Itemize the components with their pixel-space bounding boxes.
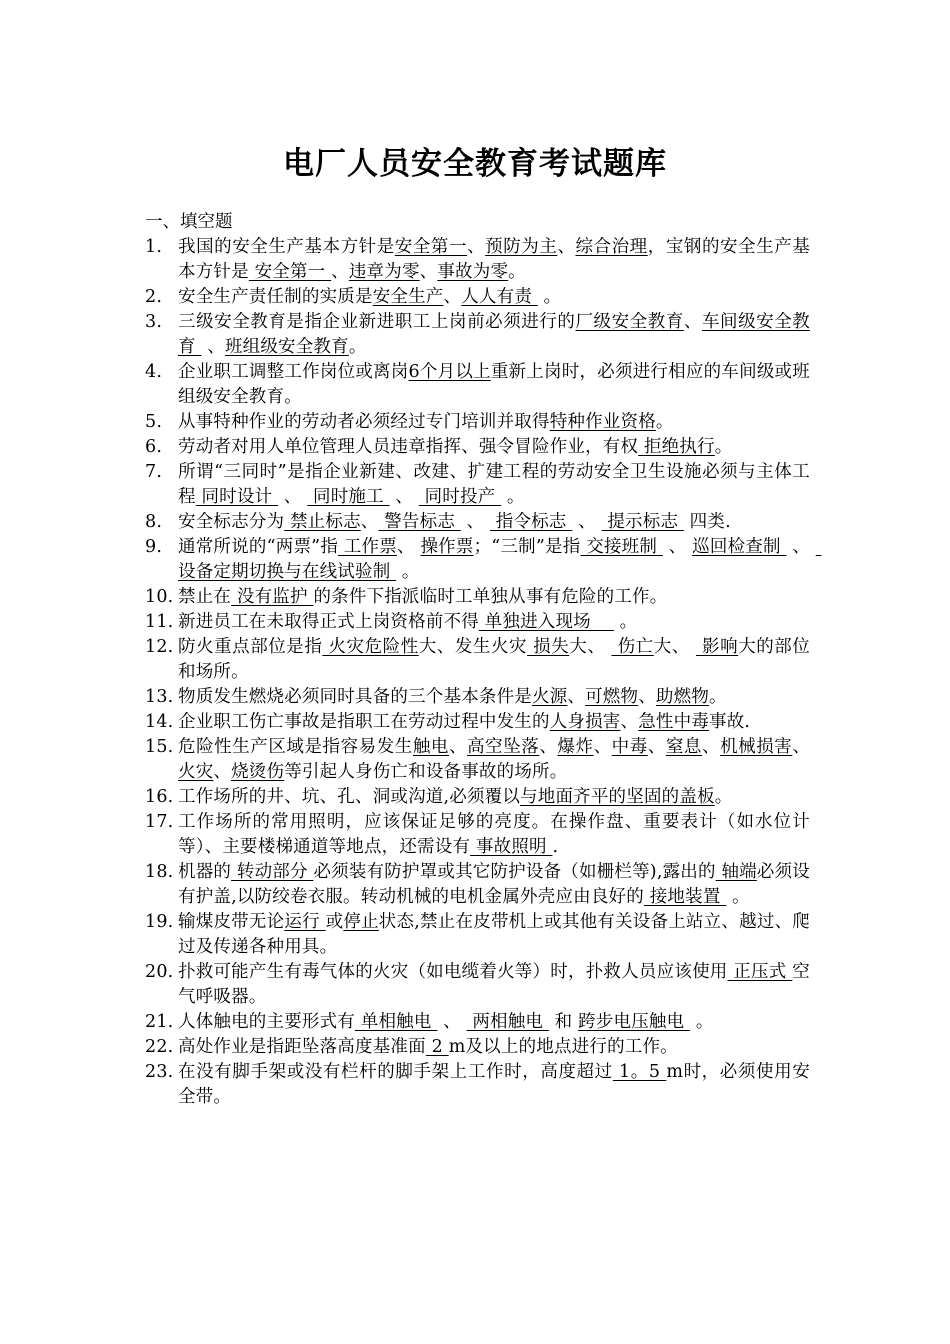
question-list — [145, 235, 822, 1110]
question-text: 安全标志分为 — [178, 512, 285, 532]
question-text: 三级安全教育是指企业新进职工上岗前必须进行的 — [178, 312, 576, 332]
question-text: 大、 — [653, 637, 696, 657]
question-item — [145, 810, 810, 860]
question-text: 或 — [325, 912, 344, 932]
question-item — [145, 610, 810, 635]
question-text: 。 — [348, 337, 367, 357]
question-text: 防火重点部位是指 — [178, 637, 323, 657]
document-title: 电厂人员安全教育考试题库 — [283, 146, 667, 182]
question-text: 、 — [638, 687, 656, 707]
question-text: 、 — [331, 262, 349, 282]
question-number: 23. — [145, 1062, 174, 1082]
answer-blank: 两相触电 — [466, 1012, 549, 1032]
question-text: 物质发生燃烧必须同时具备的三个基本条件是 — [178, 687, 532, 707]
question-number: 7. — [145, 462, 163, 482]
question-number: 22. — [145, 1037, 174, 1057]
question-number: 5. — [145, 412, 163, 432]
question-text: 状态,禁止在皮带机上或其他有关设备上站立、越过、爬过及传递各种用具。 — [178, 912, 810, 957]
question-text: 事故. — [709, 712, 751, 732]
question-text: 、 — [437, 1012, 467, 1032]
answer-blank: 可燃物 — [585, 687, 639, 707]
question-item — [145, 735, 810, 785]
answer-blank: 安全第一 — [248, 262, 332, 282]
answer-blank: 班组级安全教育 — [224, 337, 349, 357]
question-item — [145, 685, 810, 710]
answer-blank: 人身损害 — [549, 712, 621, 732]
question-item — [145, 585, 810, 610]
question-text: 、 — [396, 537, 421, 557]
answer-blank: 影响 — [695, 637, 739, 657]
question-number: 8. — [145, 512, 163, 532]
question-text: 大的部位和场所。 — [178, 637, 810, 682]
question-text: 、 — [567, 687, 586, 707]
answer-blank: 工作票 — [338, 537, 397, 557]
question-text: 。 — [690, 1012, 714, 1032]
answer-blank: 同时施工 — [307, 487, 390, 507]
question-text: 禁止在 — [178, 587, 232, 607]
question-text: 、 — [683, 312, 702, 332]
question-item — [145, 1035, 810, 1060]
answer-blank: 急性中毒 — [638, 712, 710, 732]
answer-blank: 1。5 — [612, 1062, 667, 1082]
answer-blank: 转动部分 — [231, 862, 314, 882]
answer-blank: 禁止标志 — [284, 512, 361, 532]
question-number: 11. — [145, 612, 174, 632]
question-number: 6. — [145, 437, 163, 457]
answer-blank: 2 — [425, 1037, 449, 1057]
question-number: 20. — [145, 962, 174, 982]
question-item — [145, 635, 810, 685]
question-text: 必须设有护盖,以防绞卷衣服。转动机械的电机金属外壳应由良好的 — [178, 862, 810, 907]
question-text: 安全生产责任制的实质是 — [178, 287, 373, 307]
question-text: 。 — [709, 687, 727, 707]
question-number: 10. — [145, 587, 174, 607]
question-text: 空气呼吸器。 — [178, 962, 810, 1007]
question-text: 工作场所的常用照明，应该保证足够的亮度。在操作盘、重要表计（如水位计等）、主要楼梯通道等地点，还需设有 — [178, 812, 810, 857]
question-number: 13. — [145, 687, 174, 707]
question-item — [145, 285, 810, 310]
answer-blank: 6个月以上 — [408, 362, 491, 382]
question-number: 12. — [145, 637, 174, 657]
section-heading: 一、填空题 — [145, 212, 233, 232]
question-number: 4. — [145, 362, 163, 382]
answer-blank: 同时投产 — [418, 487, 502, 507]
question-text: 。 — [714, 437, 733, 457]
answer-blank: 火灾危险性 — [322, 637, 419, 657]
answer-blank: 厂级安全教育 — [575, 312, 684, 332]
question-text: 、 — [360, 512, 379, 532]
question-item — [145, 1060, 810, 1110]
question-item — [145, 860, 810, 910]
answer-blank: 巡回检查制 — [692, 537, 787, 557]
answer-blank: 助燃物 — [655, 687, 710, 707]
answer-blank: 损失 — [527, 637, 570, 657]
question-text: m时，必须使用安全带。 — [178, 1062, 810, 1107]
question-number: 1. — [145, 237, 163, 257]
question-text: 我国的安全生产基本方针是 — [178, 237, 395, 257]
answer-blank: 交接班制 — [580, 537, 663, 557]
question-text: 、 — [467, 237, 486, 257]
question-text: 、 — [539, 737, 558, 757]
question-text: 企业职工调整工作岗位或离岗 — [178, 362, 409, 382]
answer-blank: 警告标志 — [378, 512, 461, 532]
question-text: 企业职工伤亡事故是指职工在劳动过程中发生的 — [178, 712, 550, 732]
answer-blank: 爆炸 — [557, 737, 594, 757]
question-text: 新进员工在未取得正式上岗资格前不得 — [178, 612, 479, 632]
question-text: 危险性生产区域是指容易发生 — [178, 737, 413, 757]
question-item — [145, 785, 810, 810]
answer-blank: 与地面齐平的坚固的盖板 — [520, 787, 715, 807]
question-number: 21. — [145, 1012, 174, 1032]
question-text: 、 — [449, 737, 468, 757]
question-item — [145, 310, 810, 360]
answer-blank: 单独进入现场 — [478, 612, 614, 632]
answer-blank: 操作票 — [420, 537, 474, 557]
question-text: 和 — [548, 1012, 579, 1032]
question-item — [145, 710, 810, 735]
question-text: 必须装有防护罩或其它防护设备（如栅栏等),露出的 — [313, 862, 716, 882]
question-number: 14. — [145, 712, 174, 732]
answer-blank: 拒绝执行 — [638, 437, 715, 457]
answer-blank: 触电 — [412, 737, 449, 757]
answer-blank: 预防为主 — [485, 237, 558, 257]
question-text: 大、 — [569, 637, 612, 657]
answer-blank: 人人有责 — [461, 287, 538, 307]
answer-blank: 高空坠落 — [467, 737, 540, 757]
answer-blank: 设备定期切换与在线试验制 — [178, 537, 822, 582]
answer-blank: 综合治理 — [575, 237, 648, 257]
question-text: 。 — [537, 287, 562, 307]
question-text: 、 — [213, 762, 232, 782]
answer-blank: 同时设计 — [195, 487, 279, 507]
question-text: 、 — [557, 237, 576, 257]
answer-blank: 机械损害 — [720, 737, 793, 757]
question-text: ；“三制”是指 — [473, 537, 581, 557]
question-text: 。 — [613, 612, 638, 632]
question-number: 2. — [145, 287, 163, 307]
question-item — [145, 410, 810, 435]
question-number: 9. — [145, 537, 163, 557]
answer-blank: 正压式 — [727, 962, 793, 982]
question-item — [145, 510, 810, 535]
answer-blank: 烧烫伤 — [231, 762, 285, 782]
question-text: 通常所说的“两票”指 — [178, 537, 339, 557]
answer-blank: 安全第一 — [394, 237, 468, 257]
question-item — [145, 910, 810, 960]
answer-blank: 轴端 — [715, 862, 757, 882]
question-text: ，宝钢的安全生产基本方针是 — [178, 237, 810, 282]
question-text: 、 — [460, 512, 491, 532]
answer-blank: 指令标志 — [490, 512, 573, 532]
question-text: 所谓“三同时”是指企业新建、改建、扩建工程的劳动安全卫生设施必须与主体工程 — [178, 462, 810, 507]
question-text: 等引起人身伤亡和设备事故的场所。 — [284, 762, 568, 782]
question-text: 扑救可能产生有毒气体的火灾（如电缆着火等）时，扑救人员应该使用 — [178, 962, 728, 982]
question-text: 、 — [662, 537, 693, 557]
answer-blank: 火灾 — [178, 762, 214, 782]
question-item — [145, 360, 810, 410]
question-text: 。 — [655, 412, 674, 432]
answer-blank: 事故为零 — [437, 262, 509, 282]
question-text: 、 — [278, 487, 308, 507]
question-text: . — [552, 837, 559, 857]
question-text: 、 — [389, 487, 419, 507]
question-text: 重新上岗时，必须进行相应的车间级或班组级安全教育。 — [178, 362, 810, 407]
question-text: 。 — [726, 887, 750, 907]
answer-blank: 事故照明 — [470, 837, 553, 857]
question-number: 3. — [145, 312, 163, 332]
question-item — [145, 460, 810, 510]
question-text: 、 — [201, 337, 225, 357]
answer-blank: 运行 — [284, 912, 326, 932]
question-text: 、 — [647, 737, 666, 757]
answer-blank: 接地装置 — [643, 887, 727, 907]
question-item — [145, 1010, 810, 1035]
question-text: 输煤皮带无论 — [178, 912, 285, 932]
question-text: 四类. — [683, 512, 731, 532]
answer-blank: 停止 — [343, 912, 379, 932]
question-text: 工作场所的井、坑、孔、洞或沟道,必须覆以 — [178, 787, 521, 807]
question-text: 劳动者对用人单位管理人员违章指挥、强令冒险作业，有权 — [178, 437, 639, 457]
answer-blank: 窒息 — [665, 737, 702, 757]
question-text: 、 — [620, 712, 639, 732]
question-text: 人体触电的主要形式有 — [178, 1012, 355, 1032]
question-text: 、 — [572, 512, 602, 532]
question-text: 从事特种作业的劳动者必须经过专门培训并取得 — [178, 412, 550, 432]
question-text: 。 — [396, 562, 420, 582]
question-item — [145, 960, 810, 1010]
question-text: 、 — [702, 737, 721, 757]
answer-blank: 提示标志 — [601, 512, 684, 532]
question-number: 17. — [145, 812, 174, 832]
question-text: 在没有脚手架或没有栏杆的脚手架上工作时，高度超过 — [178, 1062, 613, 1082]
answer-blank: 车间级安全教育 — [178, 312, 811, 357]
answer-blank: 中毒 — [611, 737, 648, 757]
question-text: 、 — [443, 287, 462, 307]
question-text: 、 — [593, 737, 612, 757]
question-text: 机器的 — [178, 862, 232, 882]
answer-blank: 单相触电 — [355, 1012, 438, 1032]
answer-blank: 伤亡 — [611, 637, 654, 657]
question-text: 大、发生火灾 — [418, 637, 528, 657]
question-text: m及以上的地点进行的工作。 — [448, 1037, 678, 1057]
question-item — [145, 435, 810, 460]
question-text: 、 — [419, 262, 438, 282]
question-text: 。 — [508, 262, 526, 282]
answer-blank: 火源 — [532, 687, 568, 707]
answer-blank: 特种作业资格 — [549, 412, 656, 432]
question-text: 、 — [786, 537, 816, 557]
question-item — [145, 535, 822, 585]
question-text: 高处作业是指距坠落高度基准面 — [178, 1037, 426, 1057]
answer-blank: 安全生产 — [372, 287, 444, 307]
question-item — [145, 235, 810, 285]
answer-blank: 没有监护 — [231, 587, 314, 607]
question-number: 18. — [145, 862, 174, 882]
question-number: 15. — [145, 737, 174, 757]
question-text: 的条件下指派临时工单独从事有危险的工作。 — [313, 587, 668, 607]
question-text: 。 — [714, 787, 733, 807]
answer-blank: 违章为零 — [348, 262, 420, 282]
question-text: 。 — [501, 487, 525, 507]
answer-blank: 跨步电压触电 — [578, 1012, 691, 1032]
question-text: 、 — [792, 737, 811, 757]
question-number: 19. — [145, 912, 174, 932]
question-number: 16. — [145, 787, 174, 807]
